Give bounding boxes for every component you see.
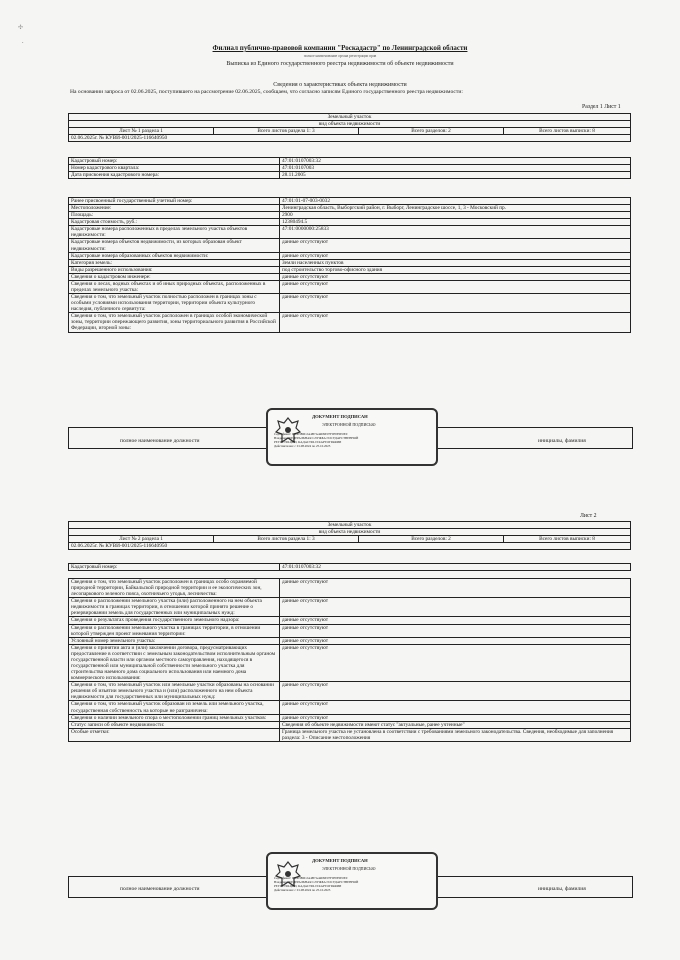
field-value: данные отсутствуют	[280, 617, 631, 624]
sheet2-total-sheets: Всего листов выписки: 8	[504, 536, 631, 543]
sheet1-total-sections: Всего разделов: 2	[359, 128, 504, 135]
scan-mark: ✣	[18, 25, 24, 31]
sheet1-e-signature-stamp	[266, 408, 438, 466]
sheet2-head-table	[68, 521, 631, 550]
stamp-line: РЕГИСТРАЦИИ, КАДАСТРА И КАРТОГРАФИИ	[274, 440, 342, 444]
field-value: данные отсутствуют	[280, 579, 631, 598]
sheet2-cad-table	[68, 563, 631, 571]
table-row	[69, 266, 631, 273]
sheet2-e-signature-stamp	[266, 852, 438, 910]
field-label: Кадастровый номер:	[69, 564, 280, 571]
field-label: Сведения о наличии земельного спора о местоположении границ земельных участков:	[69, 714, 280, 721]
sheet2-total-sections: Всего разделов: 2	[359, 536, 504, 543]
field-label: Кадастровые номера расположенных в пределах земельного участка объектов недвижимости:	[69, 226, 280, 239]
table-row	[69, 212, 631, 219]
field-label: Сведения о том, что земельный участок полностью расположен в границах зоны с особыми условиями использования территории, территории объекта культурного наследия, публичного сервитута:	[69, 294, 280, 313]
table-row	[69, 637, 631, 644]
stamp-details	[274, 432, 434, 448]
field-label: Дата присвоения кадастрового номера:	[69, 172, 280, 179]
field-label: Кадастровые номера объектов недвижимости, из которых образован объект недвижимости:	[69, 239, 280, 252]
stamp-title: ДОКУМЕНТ ПОДПИСАН	[312, 858, 368, 863]
sheet1-table-b	[68, 197, 631, 333]
field-value: Ленинградская область, Выборгский район, г. Выборг, Ленинградское шоссе, 1, 3 - Московский пр.	[280, 205, 631, 212]
sheet2-sheet-label: Лист № 2 раздела 1	[69, 536, 214, 543]
sheet1-signature-name: инициалы, фамилия	[538, 438, 586, 444]
sheet1-signature-position: полное наименование должности	[120, 438, 200, 444]
field-value: 47:01:01-07-003-0032	[280, 198, 631, 205]
field-value: 2900	[280, 212, 631, 219]
field-value: 47:01:0107003:32	[280, 158, 631, 165]
table-row	[69, 564, 631, 571]
field-label: Площадь:	[69, 212, 280, 219]
stamp-line: РЕГИСТРАЦИИ, КАДАСТРА И КАРТОГРАФИИ	[274, 884, 342, 888]
field-label: Кадастровая стоимость, руб.:	[69, 219, 280, 226]
table-row	[69, 714, 631, 721]
table-row	[69, 198, 631, 205]
table-row	[69, 259, 631, 266]
table-row	[69, 313, 631, 332]
field-label: Сведения о принятии акта и (или) заключении договора, предусматривающих предоставление в соответствии с земельным законодательством исполнительным органом государственной власти или органом местного самоуправления, находящегося в государственной или муниципальной собственности земельного участка для строительства наемного дома социального использования или наемного дома коммерческого использования:	[69, 644, 280, 681]
field-value: Сведения об объекте недвижимости имеют статус "актуальные, ранее учтенные"	[280, 721, 631, 728]
field-value: 12380494.5	[280, 219, 631, 226]
field-label: Особые отметки:	[69, 728, 280, 741]
field-value: данные отсутствуют	[280, 239, 631, 252]
sheet2-signature-name: инициалы, фамилия	[538, 886, 586, 892]
table-row	[69, 205, 631, 212]
sheet1-object-type: Земельный участок	[69, 114, 631, 121]
field-label: Сведения о расположении земельного участка в границах территории, в отношении которой утвержден проект межевания территории:	[69, 624, 280, 637]
sheet1-sheets-in-section: Всего листов раздела 1: 3	[214, 128, 359, 135]
table-row	[69, 701, 631, 714]
org-name-caption: полное наименование органа регистрации прав	[303, 54, 377, 58]
table-row	[69, 252, 631, 259]
field-label: Виды разрешенного использования:	[69, 266, 280, 273]
field-label: Сведения о том, что земельный участок или земельные участки образованы на основании решения об изъятии земельного участка и (или) расположенного на нем объекта недвижимости для государственных или муниципальных нужд:	[69, 682, 280, 701]
sheet1-table-a	[68, 157, 631, 179]
field-value: данные отсутствуют	[280, 294, 631, 313]
table-row	[69, 682, 631, 701]
table-row	[69, 598, 631, 617]
sheet2-sheets-in-section: Всего листов раздела 1: 3	[214, 536, 359, 543]
field-label: Номер кадастрового квартала:	[69, 165, 280, 172]
field-value: данные отсутствуют	[280, 280, 631, 293]
field-label: Сведения о лесах, водных объектах и об иных природных объектах, расположенных в пределах земельного участка:	[69, 280, 280, 293]
field-label: Условный номер земельного участка:	[69, 637, 280, 644]
field-label: Сведения о кадастровом инженере:	[69, 273, 280, 280]
field-label: Сведения о результатах проведения государственного земельного надзора:	[69, 617, 280, 624]
field-label: Кадастровый номер:	[69, 158, 280, 165]
document-title: Выписка из Единого государственного реестра недвижимости об объекте недвижимости	[226, 61, 454, 67]
field-value: 47:01:0000000:25833	[280, 226, 631, 239]
field-value: данные отсутствуют	[280, 644, 631, 681]
field-value: данные отсутствуют	[280, 637, 631, 644]
stamp-title: ДОКУМЕНТ ПОДПИСАН	[312, 414, 368, 419]
sheet2-page-ref: Лист 2	[580, 513, 597, 519]
field-label: Сведения о том, что земельный участок расположен в границах особо охраняемой природной территории, Байкальской природной территории и ее экологических зон, лесопаркового зеленого пояса, охотничьего угодья, лесничества:	[69, 579, 280, 598]
section-title: Сведения о характеристиках объекта недвижимости	[273, 82, 407, 88]
stamp-line: Действителен: с 01.08.2024 по 25.10.2025	[274, 888, 331, 892]
stamp-subtitle: ЭЛЕКТРОННОЙ ПОДПИСЬЮ	[322, 422, 376, 427]
field-value: данные отсутствуют	[280, 252, 631, 259]
table-row	[69, 294, 631, 313]
field-value: данные отсутствуют	[280, 313, 631, 332]
sheet2-object-type: Земельный участок	[69, 522, 631, 529]
scan-dot: •	[22, 40, 24, 45]
field-value: данные отсутствуют	[280, 701, 631, 714]
field-label: Категория земель:	[69, 259, 280, 266]
table-row	[69, 158, 631, 165]
table-row	[69, 226, 631, 239]
field-label: Сведения о том, что земельный участок образован из земель или земельного участка, государственная собственность на которые не разграничена:	[69, 701, 280, 714]
table-row	[69, 721, 631, 728]
table-row	[69, 165, 631, 172]
sheet2-signature-position: полное наименование должности	[120, 886, 200, 892]
field-value: Граница земельного участка не установлена в соответствии с требованиями земельного законодательства. Сведения, необходимые для заполнения раздела: 3 - Описание местоположения	[280, 728, 631, 741]
field-value: 28.11.2005	[280, 172, 631, 179]
field-value: 47:01:0107003:32	[280, 564, 631, 571]
table-row	[69, 728, 631, 741]
field-value: данные отсутствуют	[280, 273, 631, 280]
sheet1-date-number: 02.06.2025г. № КУВИ-001/2025-116640950	[69, 135, 631, 142]
field-label: Сведения о том, что земельный участок расположен в границах особой экономической зоны, территории опережающего развития, зоны территориального развития в Российской Федерации, игорной зоны:	[69, 313, 280, 332]
field-value: данные отсутствуют	[280, 714, 631, 721]
table-row	[69, 617, 631, 624]
sheet2-table	[68, 578, 631, 742]
sheet2-object-type-label: вид объекта недвижимости	[69, 529, 631, 536]
field-label: Ранее присвоенный государственный учетный номер:	[69, 198, 280, 205]
sheet1-object-type-label: вид объекта недвижимости	[69, 121, 631, 128]
sheet1-sheet-label: Лист № 1 раздела 1	[69, 128, 214, 135]
field-label: Статус записи об объекте недвижимости:	[69, 721, 280, 728]
sheet1-head-table	[68, 113, 631, 142]
stamp-line: Сертификат: 00D03B0C2A4B7A44D9E07F0F0F0E0E0	[274, 876, 348, 880]
table-row	[69, 280, 631, 293]
field-value: 47:01:0107003	[280, 165, 631, 172]
field-value: Земли населенных пунктов	[280, 259, 631, 266]
table-row	[69, 219, 631, 226]
table-row	[69, 172, 631, 179]
stamp-line: Владелец: ФЕДЕРАЛЬНАЯ СЛУЖБА ГОСУДАРСТВЕННОЙ	[274, 436, 359, 440]
stamp-subtitle: ЭЛЕКТРОННОЙ ПОДПИСЬЮ	[322, 866, 376, 871]
field-value: данные отсутствуют	[280, 682, 631, 701]
sheet1-page-ref: Раздел 1 Лист 1	[582, 104, 621, 110]
stamp-line: Владелец: ФЕДЕРАЛЬНАЯ СЛУЖБА ГОСУДАРСТВЕННОЙ	[274, 880, 359, 884]
sheet2-date-number: 02.06.2025г. № КУВИ-001/2025-116640950	[69, 543, 631, 550]
table-row	[69, 273, 631, 280]
table-row	[69, 644, 631, 681]
stamp-line: Действителен: с 01.08.2024 по 25.10.2025	[274, 444, 331, 448]
org-name: Филиал публично-правовой компании "Роскадастр" по Ленинградской области	[212, 44, 468, 52]
table-row	[69, 579, 631, 598]
field-value: данные отсутствуют	[280, 598, 631, 617]
request-line: На основании запроса от 02.06.2025, поступившего на рассмотрение 02.06.2025, сообщаем, что согласно записям Единого государственного реестра недвижимости:	[70, 89, 463, 95]
field-label: Местоположение:	[69, 205, 280, 212]
field-label: Сведения о расположении земельного участка (или) расположенного на нем объекта недвижимости в границах территории, в отношении которой принято решение о резервировании земель для государственных или муниципальных нужд:	[69, 598, 280, 617]
stamp-line: Сертификат: 00D03B0C2A4B7A44D9E07F0F0F0E0E0	[274, 432, 348, 436]
table-row	[69, 239, 631, 252]
stamp-details	[274, 876, 434, 892]
sheet1-total-sheets: Всего листов выписки: 8	[504, 128, 631, 135]
field-label: Кадастровые номера образованных объектов недвижимости:	[69, 252, 280, 259]
field-value: под строительство торгово-офисного здания	[280, 266, 631, 273]
table-row	[69, 624, 631, 637]
field-value: данные отсутствуют	[280, 624, 631, 637]
